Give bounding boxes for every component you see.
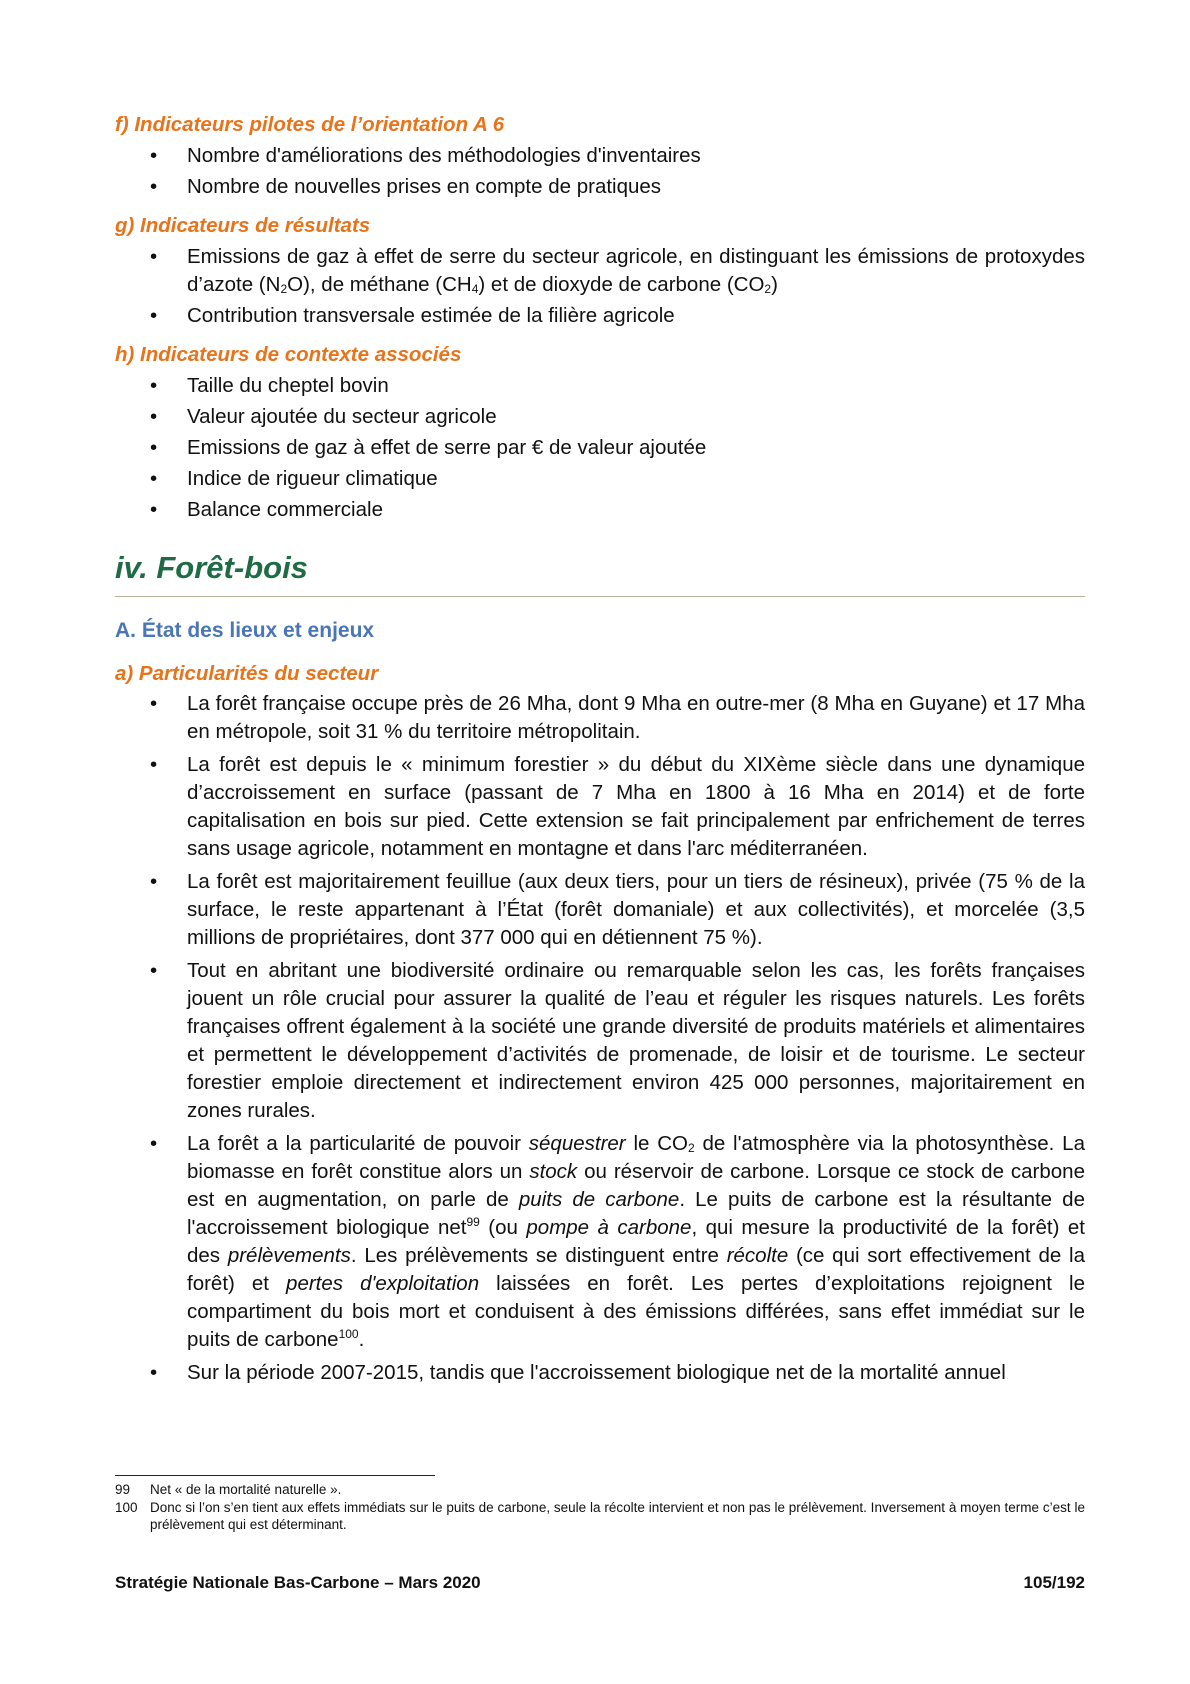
list-item: • Emissions de gaz à effet de serre du secteur agricole, en distinguant les émissions de protoxydes d’azote $(N_2O)$, de méthane $(CH_4)$ et de dioxyde de carbone $(CO_2)$ bbox=[150, 245, 1085, 296]
page-footer bbox=[115, 1573, 1085, 1593]
bullet-icon: • bbox=[150, 245, 158, 268]
bullet-icon: • bbox=[150, 467, 158, 490]
footnote-ref-99[interactable]: 99 bbox=[466, 1215, 480, 1229]
list-indicateurs-pilotes bbox=[115, 142, 1085, 201]
heading-particularites: a) Particularités du secteur bbox=[115, 662, 379, 685]
bullet-icon: • bbox=[150, 144, 158, 167]
footer-document-title: Stratégie Nationale Bas-Carbone – Mars 2020 bbox=[115, 1573, 481, 1592]
list-item: • Nombre de nouvelles prises en compte de pratiques bbox=[115, 173, 1085, 201]
footnote-number: 100 bbox=[115, 1500, 138, 1515]
footnote-99 bbox=[115, 1481, 1085, 1498]
heading-indicateurs-pilotes: f) Indicateurs pilotes de l’orientation A 6 bbox=[115, 113, 505, 136]
list-item: • Valeur ajoutée du secteur agricole bbox=[115, 403, 1085, 431]
heading-indicateurs-resultats: g) Indicateurs de résultats bbox=[115, 214, 371, 237]
list-item: • Taille du cheptel bovin bbox=[115, 372, 1085, 400]
bullet-icon: • bbox=[150, 175, 158, 198]
bullet-icon: • bbox=[150, 405, 158, 428]
section-title: A. État des lieux et enjeux bbox=[115, 619, 375, 642]
list-indicateurs-contexte bbox=[115, 372, 1085, 524]
bullet-icon: • bbox=[150, 436, 158, 459]
page-number: 105/192 bbox=[1023, 1573, 1085, 1592]
footnote-text: Donc si l’on s’en tient aux effets immédiats sur le puits de carbone, seule la récolte intervient et non pas le prélèvement. Inversement à moyen terme c’est le prélèvement qui est déterminant. bbox=[150, 1500, 1085, 1532]
footnote-ref-100[interactable]: 100 bbox=[338, 1327, 359, 1341]
chapter-title: iv. Forêt-bois bbox=[115, 548, 1085, 597]
bullet-icon: • bbox=[150, 692, 158, 715]
list-item: • Tout en abritant une biodiversité ordinaire ou remarquable selon les cas, les forêts françaises jouent un rôle crucial pour assurer la qualité de l’eau et réguler les risques naturels. Les forêts françaises offrent également à la société une grande diversité de produits matériels et alimentaires et permettent le développement d’activités de promenade, de loisir et de tourisme. Le secteur forestier emploie directement et indirectement environ 425 000 personnes, majoritairement en zones rurales. bbox=[150, 959, 1085, 1122]
list-item: • La forêt a la particularité de pouvoir séquestrer le $CO_2$ de l'atmosphère via la photosynthèse. La biomasse en forêt constitue alors un stock ou réservoir de carbone. Lorsque ce stock de carbone est en augmentation, on parle de puits de carbone. Le puits de carbone est la résultante de l'accroissement biologique net$^{99}$ (ou pompe à carbone, qui mesure la productivité de la forêt) et des prélèvements. Les prélèvements se distinguent entre récolte (ce qui sort effectivement de la forêt) et pertes d'exploitation laissées en forêt. Les pertes d’exploitations rejoignent le compartiment du bois mort et conduisent à des émissions différées, sans effet immédiat sur le puits de carbone$^{100}$. bbox=[150, 1132, 1086, 1351]
list-item: • Contribution transversale estimée de la filière agricole bbox=[115, 302, 1085, 330]
list-item: • Balance commerciale bbox=[115, 496, 1085, 524]
list-item: • Sur la période 2007-2015, tandis que l'accroissement biologique net de la mortalité annuel bbox=[115, 1359, 1085, 1387]
list-item: • Indice de rigueur climatique bbox=[115, 465, 1085, 493]
page-body bbox=[115, 112, 1085, 1387]
bullet-icon: • bbox=[150, 498, 158, 521]
bullet-icon: • bbox=[150, 753, 158, 776]
list-item: • La forêt est majoritairement feuillue (aux deux tiers, pour un tiers de résineux), privée (75 % de la surface, le reste appartenant à l’État (forêt domaniale) et aux collectivités), et morcelée (3,5 millions de propriétaires, dont 377 000 qui en détiennent 75 %). bbox=[150, 870, 1085, 949]
bullet-icon: • bbox=[150, 374, 158, 397]
list-item: • Nombre d'améliorations des méthodologies d'inventaires bbox=[115, 142, 1085, 170]
list-particularites bbox=[115, 690, 1085, 1387]
list-item: • La forêt française occupe près de 26 Mha, dont 9 Mha en outre-mer (8 Mha en Guyane) et 17 Mha en métropole, soit 31 % du territoire métropolitain. bbox=[150, 692, 1085, 743]
footnote-text: Net « de la mortalité naturelle ». bbox=[150, 1482, 342, 1497]
footnote-separator bbox=[115, 1475, 435, 1476]
bullet-icon: • bbox=[150, 1132, 158, 1155]
bullet-icon: • bbox=[150, 304, 158, 327]
list-item: • Emissions de gaz à effet de serre par € de valeur ajoutée bbox=[115, 434, 1085, 462]
list-item: • La forêt est depuis le « minimum forestier » du début du XIXème siècle dans une dynamique d’accroissement en surface (passant de 7 Mha en 1800 à 16 Mha en 2014) et de forte capitalisation en bois sur pied. Cette extension se fait principalement par enfrichement de terres sans usage agricole, notamment en montagne et dans l'arc méditerranéen. bbox=[150, 753, 1085, 860]
heading-indicateurs-contexte: h) Indicateurs de contexte associés bbox=[115, 343, 462, 366]
footnote-number: 99 bbox=[115, 1482, 131, 1497]
bullet-icon: • bbox=[150, 1361, 158, 1384]
footnote-100 bbox=[115, 1499, 1085, 1533]
bullet-icon: • bbox=[150, 870, 158, 893]
bullet-icon: • bbox=[150, 959, 158, 982]
list-indicateurs-resultats bbox=[115, 243, 1085, 330]
